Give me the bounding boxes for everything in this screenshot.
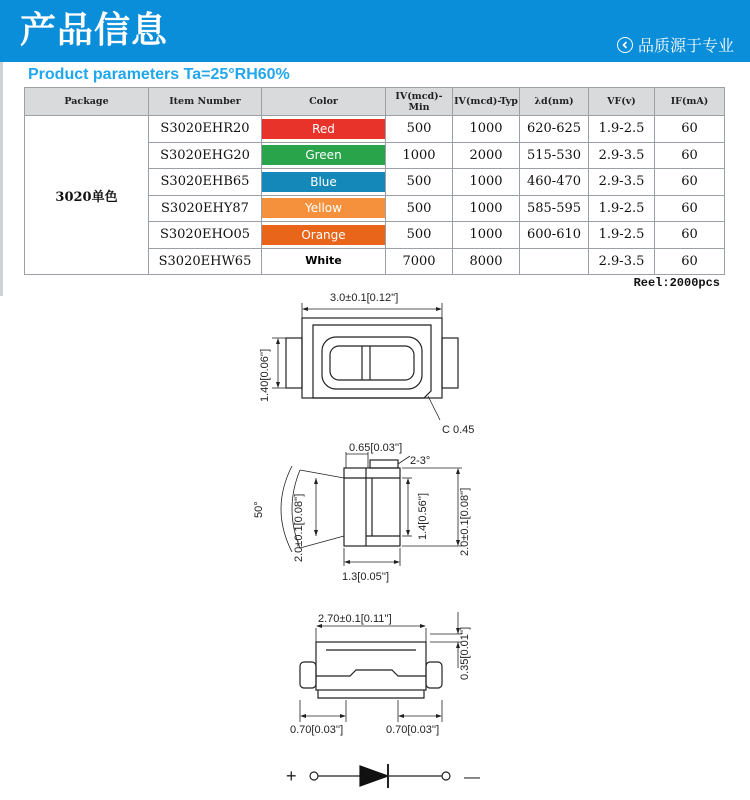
cell-iv-min: 500 — [386, 116, 453, 143]
cell-wavelength: 585-595 — [520, 195, 589, 222]
plus-sign: + — [286, 766, 297, 786]
col-header-item-number: Item Number — [149, 88, 262, 116]
cell-vf: 1.9-2.5 — [589, 116, 655, 143]
cell-if: 60 — [655, 116, 725, 143]
cell-if: 60 — [655, 142, 725, 169]
col-header-package: Package — [25, 88, 149, 116]
cell-vf: 1.9-2.5 — [589, 195, 655, 222]
cell-iv-min: 500 — [386, 222, 453, 249]
side-view — [281, 452, 462, 566]
cell-if: 60 — [655, 222, 725, 249]
section-subtitle: Product parameters Ta=25°RH60% — [28, 66, 290, 83]
cell-item-number: S3020EHG20 — [149, 142, 262, 169]
color-swatch: White — [262, 251, 385, 271]
dim-top-width: 3.0±0.1[0.12''] — [330, 292, 399, 304]
col-header-color: Color — [262, 88, 386, 116]
cell-iv-typ: 1000 — [453, 169, 520, 196]
cell-iv-typ: 1000 — [453, 222, 520, 249]
cell-iv-typ: 2000 — [453, 142, 520, 169]
cell-iv-min: 500 — [386, 195, 453, 222]
col-header-wavelength: λd(nm) — [520, 88, 589, 116]
col-header-if: IF(mA) — [655, 88, 725, 116]
tagline-text: 品质源于专业 — [637, 36, 734, 55]
cell-if: 60 — [655, 169, 725, 196]
cell-iv-typ: 1000 — [453, 195, 520, 222]
col-header-iv-typ: IV(mcd)-Typ — [453, 88, 520, 116]
dim-lens-height: 2.0±0.1[0.08''] — [293, 493, 305, 562]
cell-vf: 1.9-2.5 — [589, 222, 655, 249]
cell-iv-typ: 8000 — [453, 248, 520, 275]
color-swatch: Red — [262, 119, 385, 139]
cell-vf: 2.9-3.5 — [589, 248, 655, 275]
cell-wavelength: 620-625 — [520, 116, 589, 143]
cell-iv-min: 7000 — [386, 248, 453, 275]
dim-side-height: 2.0±0.1[0.08''] — [459, 487, 471, 556]
cell-iv-typ: 1000 — [453, 116, 520, 143]
cell-item-number: S3020EHO05 — [149, 222, 262, 249]
top-view — [272, 303, 458, 420]
cell-vf: 2.9-3.5 — [589, 169, 655, 196]
dim-top-height: 1.40[0.06''] — [259, 348, 271, 402]
cell-if: 60 — [655, 248, 725, 275]
dim-inner-height: 1.4[0.56''] — [417, 492, 429, 540]
cell-iv-min: 1000 — [386, 142, 453, 169]
color-swatch: Orange — [262, 225, 385, 245]
cell-if: 60 — [655, 195, 725, 222]
cell-item-number: S3020EHB65 — [149, 169, 262, 196]
color-swatch: Blue — [262, 172, 385, 192]
dim-view-angle: 50° — [253, 501, 265, 518]
dim-draft-angle: 2-3° — [410, 455, 431, 467]
color-swatch: Green — [262, 145, 385, 165]
dim-lead-width: 0.65[0.03''] — [349, 442, 403, 454]
col-header-iv-min: IV(mcd)-Min — [386, 88, 453, 116]
cell-vf: 2.9-3.5 — [589, 142, 655, 169]
dim-depth: 1.3[0.05''] — [342, 571, 390, 583]
cell-iv-min: 500 — [386, 169, 453, 196]
dim-bottom-width: 2.70±0.1[0.11''] — [318, 613, 392, 625]
color-swatch: Yellow — [262, 198, 385, 218]
minus-sign: — — [464, 769, 480, 786]
dim-pad-right: 0.70[0.03''] — [386, 724, 440, 736]
cell-item-number: S3020EHR20 — [149, 116, 262, 143]
dim-pad-thickness: 0.35[0.01''] — [459, 626, 471, 680]
cell-item-number: S3020EHW65 — [149, 248, 262, 275]
col-header-vf: VF(v) — [589, 88, 655, 116]
cell-wavelength: 460-470 — [520, 169, 589, 196]
bottom-view — [300, 612, 462, 722]
page-title: 产品信息 — [20, 9, 169, 51]
cell-wavelength: 600-610 — [520, 222, 589, 249]
diode-symbol — [310, 764, 450, 788]
cell-wavelength: 515-530 — [520, 142, 589, 169]
cell-item-number: S3020EHY87 — [149, 195, 262, 222]
dim-chamfer: C 0.45 — [442, 424, 475, 436]
cell-package: 3020单色 — [25, 116, 149, 275]
dim-pad-left: 0.70[0.03''] — [290, 724, 344, 736]
reel-note: Reel:2000pcs — [633, 276, 720, 290]
